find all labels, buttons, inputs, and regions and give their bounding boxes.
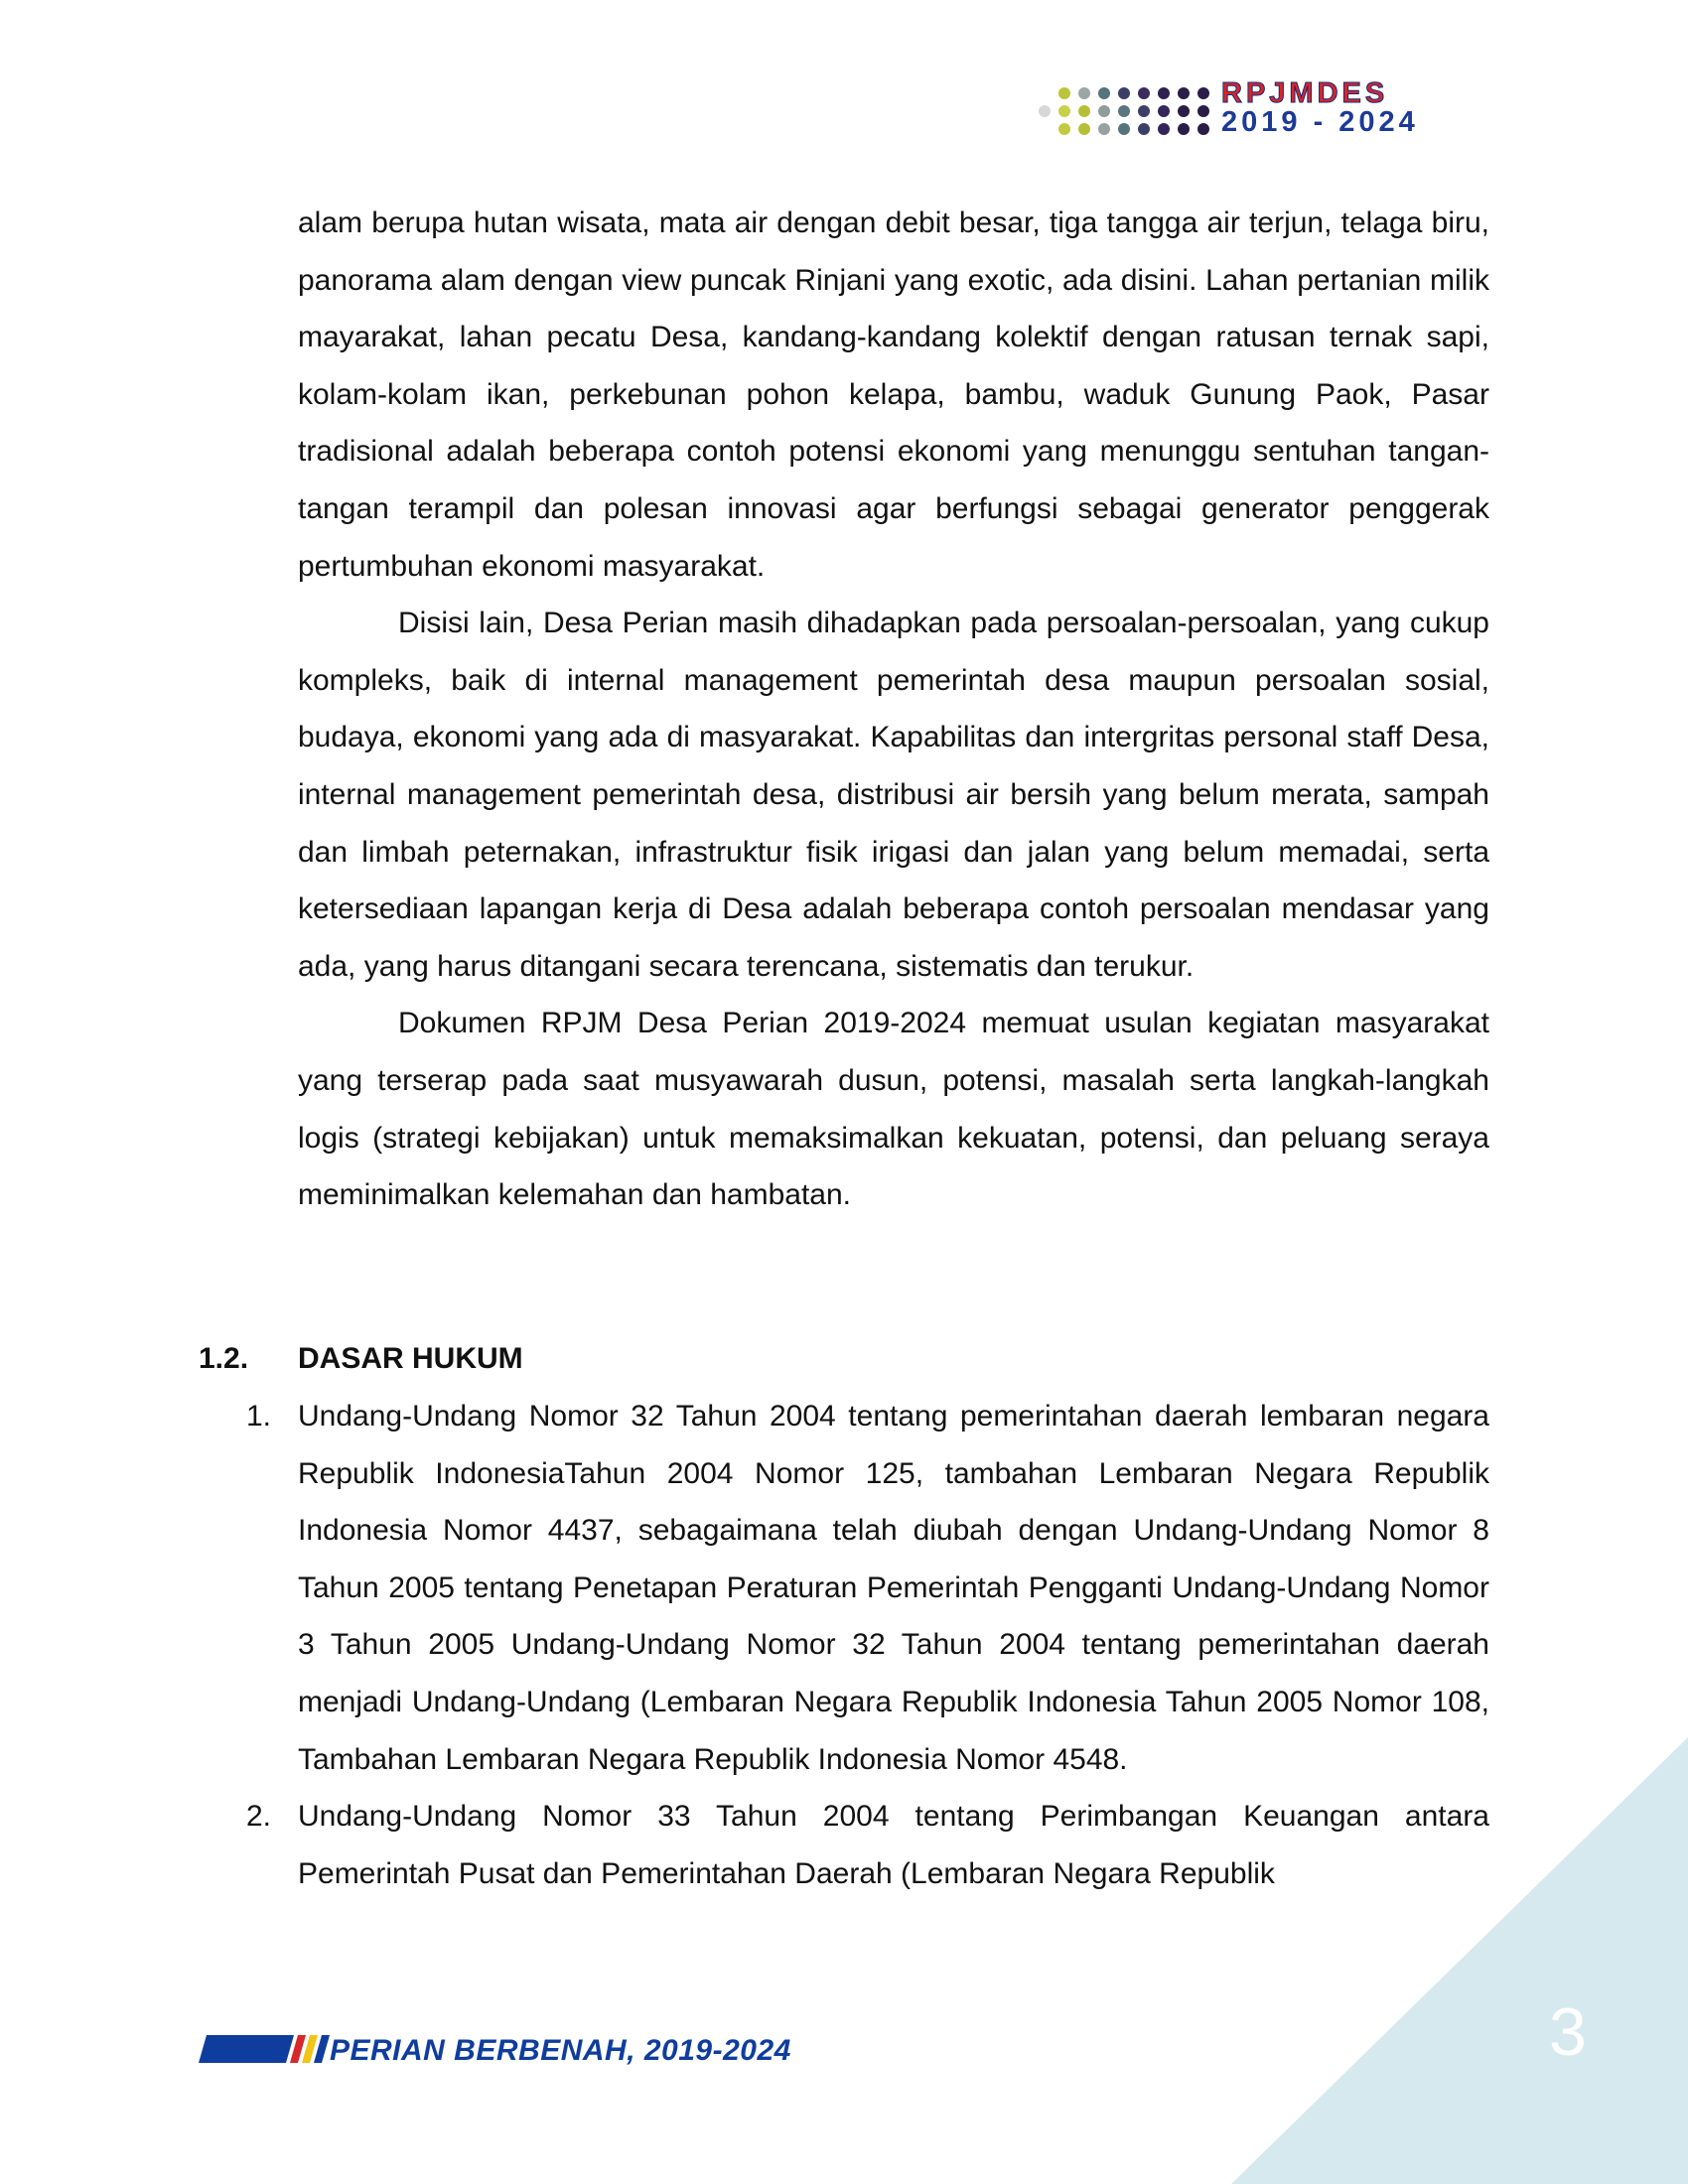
list-item-number: 1. [246, 1400, 272, 1433]
list-item [246, 1388, 1489, 1788]
list-item-text: Undang-Undang Nomor 33 Tahun 2004 tentang Perimbangan Keuangan antara Pemerintah Pusat dan Pemerintahan Daerah (Lembaran Negara Republik [298, 1800, 1489, 1890]
list-item-number: 2. [246, 1800, 272, 1834]
list-item-text: Undang-Undang Nomor 32 Tahun 2004 tentang pemerintahan daerah lembaran negara Republik IndonesiaTahun 2004 Nomor 125, tambahan Lembaran Negara Republik Indonesia Nomor 4437, sebagaimana telah diubah dengan Undang-Undang Nomor 8 Tahun 2005 tentang Penetapan Peraturan Pemerintah Pengganti Undang-Undang Nomor 3 Tahun 2005 Undang-Undang Nomor 32 Tahun 2004 tentang pemerintahan daerah menjadi Undang-Undang (Lembaran Negara Republik Indonesia Tahun 2005 Nomor 108, Tambahan Lembaran Negara Republik Indonesia Nomor 4548. [298, 1400, 1489, 1776]
logo-text [1221, 79, 1419, 137]
page-number: 3 [1549, 1994, 1587, 2070]
section-number: 1.2. [199, 1342, 249, 1375]
footer-title: PERIAN BERBENAH, 2019-2024 [330, 2034, 791, 2067]
corner-triangle-decoration [1231, 1737, 1688, 2184]
paragraph-3: Dokumen RPJM Desa Perian 2019-2024 memuat usulan kegiatan masyarakat yang terserap pada saat musyawarah dusun, potensi, masalah serta langkah-langkah logis (strategi kebijakan) untuk memaksimalkan kekuatan, potensi, dan peluang seraya meminimalkan kelemahan dan hambatan. [298, 1007, 1489, 1212]
body-text [298, 195, 1489, 1224]
logo-years: 2019 - 2024 [1221, 106, 1419, 138]
logo-title: RPJMDES [1221, 77, 1389, 109]
section-heading [199, 1330, 1489, 1388]
section-title: DASAR HUKUM [298, 1342, 523, 1375]
rpjmdes-logo [1031, 79, 1487, 143]
footer-stripes-icon [199, 2035, 338, 2063]
paragraph-1: alam berupa hutan wisata, mata air dengan debit besar, tiga tangga air terjun, telaga biru, panorama alam dengan view puncak Rinjani yang exotic, ada disini. Lahan pertanian milik mayarakat, lahan pecatu Desa, kandang-kandang kolektif dengan ratusan ternak sapi, kolam-kolam ikan, perkebunan pohon kelapa, bambu, waduk Gunung Paok, Pasar tradisional adalah beberapa contoh potensi ekonomi yang menunggu sentuhan tangan-tangan terampil dan polesan innovasi agar berfungsi sebagai generator penggerak pertumbuhan ekonomi masyarakat. [298, 206, 1489, 583]
paragraph-2: Disisi lain, Desa Perian masih dihadapkan pada persoalan-persoalan, yang cukup kompleks, baik di internal management pemerintah desa maupun persoalan sosial, budaya, ekonomi yang ada di masyarakat. Kapabilitas dan intergritas personal staff Desa, internal management pemerintah desa, distribusi air bersih yang belum merata, sampah dan limbah peternakan, infrastruktur fisik irigasi dan jalan yang belum memadai, serta ketersediaan lapangan kerja di Desa adalah beberapa contoh persoalan mendasar yang ada, yang harus ditangani secara terencana, sistematis dan terukur. [298, 607, 1489, 983]
